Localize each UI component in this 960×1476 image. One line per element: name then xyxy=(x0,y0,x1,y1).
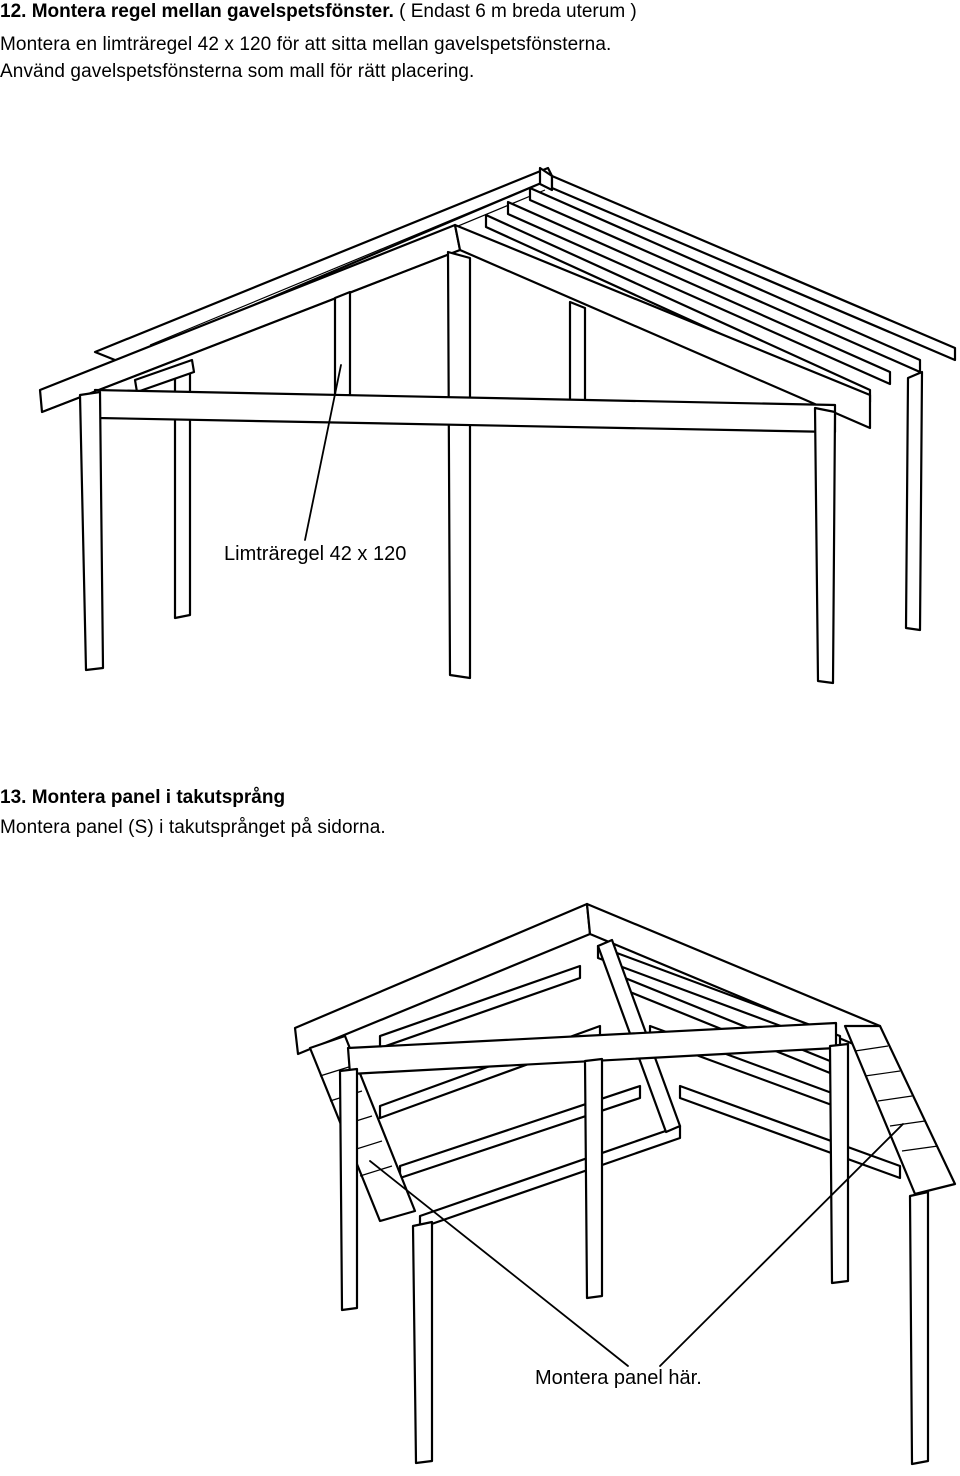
step13-title xyxy=(0,788,285,807)
callout-leader-13-right xyxy=(660,1124,903,1366)
post-front-left-13 xyxy=(340,1069,357,1310)
step13-title-bold: 13. Montera panel i takutsprång xyxy=(0,787,286,808)
step12-instruction-2: Använd gavelspetsfönsterna som mall för rätt placering. xyxy=(0,61,475,82)
rafter-back xyxy=(552,176,955,360)
roof-back-left-plank xyxy=(95,168,553,362)
step12-callout-label: Limträregel 42 x 120 xyxy=(224,543,407,565)
post-corner-right-13 xyxy=(910,1192,928,1464)
post-front-right-13 xyxy=(830,1044,848,1283)
post-back-right xyxy=(906,372,922,630)
step12-title-note: ( Endast 6 m breda uterum ) xyxy=(393,1,637,22)
step12-title-bold: 12. Montera regel mellan gavelspetsfönster. xyxy=(0,1,394,22)
step12-frame-illustration xyxy=(0,0,960,700)
step12-instruction-1: Montera en limträregel 42 x 120 för att sitta mellan gavelspetsfönsterna. xyxy=(0,34,612,55)
callout-leader-12 xyxy=(305,365,341,540)
front-gable-left xyxy=(40,225,460,412)
step13-frame-illustration xyxy=(0,876,960,1476)
post-center-13 xyxy=(585,1059,602,1298)
step13-instruction-1: Montera panel (S) i takutsprånget på sidorna. xyxy=(0,817,386,838)
post-front-left xyxy=(80,392,103,670)
inner-rafter-4 xyxy=(680,1086,900,1178)
stud-right-back xyxy=(570,302,585,410)
post-corner-left-13 xyxy=(413,1222,432,1463)
left-rafter-4 xyxy=(420,1126,680,1228)
post-front-right xyxy=(815,408,835,683)
step13-callout-label: Montera panel här. xyxy=(535,1367,702,1389)
post-center xyxy=(448,252,470,678)
